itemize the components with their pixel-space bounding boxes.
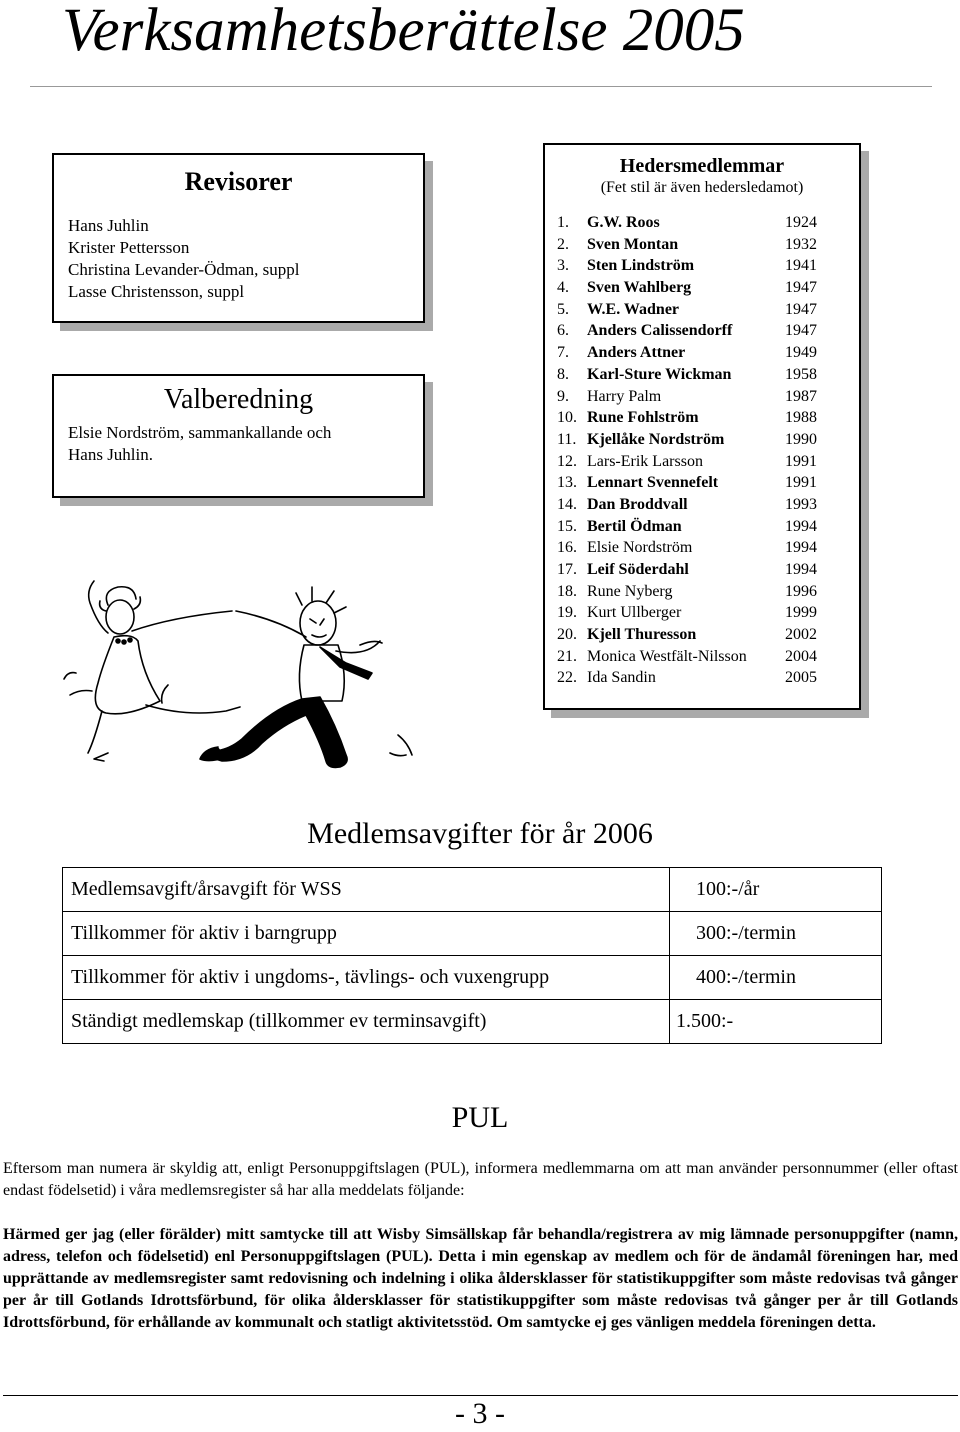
hedersmedlem-name: Karl-Sture Wickman — [587, 365, 732, 383]
fee-row — [63, 956, 882, 1000]
pul-title: PUL — [451, 1101, 509, 1134]
hedersmedlemmar-list — [545, 212, 859, 689]
hedersmedlem-number: 9. — [557, 387, 569, 405]
hedersmedlem-number: 12. — [557, 452, 577, 470]
hedersmedlem-name: Sven Wahlberg — [587, 279, 692, 297]
fee-amount: 300:-/termin — [670, 912, 882, 956]
hedersmedlem-name: Kjellåke Nordström — [587, 430, 725, 448]
hedersmedlem-year: 1949 — [785, 344, 817, 362]
hedersmedlem-year: 1947 — [785, 300, 817, 318]
hedersmedlem-number: 8. — [557, 365, 569, 383]
valberedning-line: Elsie Nordström, sammankallande och — [68, 423, 332, 442]
fee-amount: 400:-/termin — [670, 956, 882, 1000]
hedersmedlem-row — [545, 516, 859, 538]
hedersmedlem-year: 1996 — [785, 582, 817, 600]
hedersmedlem-row — [545, 255, 859, 277]
fees-title: Medlemsavgifter för år 2006 — [307, 817, 653, 850]
fee-row — [63, 1000, 882, 1044]
hedersmedlem-year: 1994 — [785, 561, 817, 578]
hedersmedlem-year: 1932 — [785, 235, 817, 253]
hedersmedlem-row — [545, 667, 859, 689]
hedersmedlem-name: Ida Sandin — [587, 669, 656, 687]
hedersmedlem-name: Dan Broddvall — [587, 495, 688, 513]
hedersmedlem-number: 7. — [557, 344, 569, 362]
hedersmedlem-number: 4. — [557, 279, 569, 297]
hedersmedlem-row — [545, 537, 859, 559]
hedersmedlem-row — [545, 451, 859, 473]
fees-table — [62, 867, 882, 1044]
revisorer-list — [68, 215, 423, 303]
hedersmedlem-row — [545, 320, 859, 342]
valberedning-heading: Valberedning — [163, 384, 314, 415]
hedersmedlem-name: Bertil Ödman — [587, 517, 682, 535]
hedersmedlem-year: 2005 — [785, 669, 817, 687]
hedersmedlem-year: 1999 — [785, 604, 817, 622]
hedersmedlem-number: 6. — [557, 322, 569, 340]
valberedning-line: Hans Juhlin. — [68, 445, 153, 464]
hedersmedlem-name: Harry Palm — [587, 387, 662, 405]
hedersmedlem-row — [545, 364, 859, 386]
hedersmedlem-number: 5. — [557, 300, 569, 318]
hedersmedlem-row — [545, 581, 859, 603]
hedersmedlem-number: 3. — [557, 257, 569, 275]
fee-amount: 100:-/år — [670, 868, 882, 912]
hedersmedlem-year: 1958 — [785, 365, 817, 383]
hedersmedlem-year: 1947 — [785, 279, 817, 297]
hedersmedlem-year: 1994 — [785, 517, 817, 535]
fee-label: Tillkommer för aktiv i barngrupp — [63, 912, 670, 956]
hedersmedlem-number: 19. — [557, 604, 577, 622]
hedersmedlem-name: Leif Söderdahl — [587, 561, 689, 578]
hedersmedlem-name: G.W. Roos — [587, 214, 660, 231]
hedersmedlem-year: 2002 — [785, 626, 817, 644]
fee-label: Ständigt medlemskap (tillkommer ev terminsavgift) — [63, 1000, 670, 1044]
revisor-member: Christina Levander-Ödman, suppl — [68, 260, 300, 279]
pul-intro-paragraph: Eftersom man numera är skyldig att, enligt Personuppgiftslagen (PUL), informera medlemmarna om att man använder personnummer (eller oftast endast födelsetid) i våra medlemsregister så har alla meddelats följande: — [3, 1160, 958, 1199]
revisorer-heading: Revisorer — [184, 167, 293, 196]
fee-row — [63, 912, 882, 956]
hedersmedlem-row — [545, 494, 859, 516]
valberedning-box — [52, 374, 425, 498]
hedersmedlem-row — [545, 407, 859, 429]
hedersmedlem-row — [545, 472, 859, 494]
hedersmedlem-year: 1987 — [785, 387, 817, 405]
hedersmedlem-year: 2004 — [785, 647, 817, 665]
fee-amount: 1.500:- — [670, 1000, 882, 1044]
hedersmedlem-row — [545, 212, 859, 234]
fee-label: Medlemsavgift/årsavgift för WSS — [63, 868, 670, 912]
hedersmedlem-number: 13. — [557, 474, 577, 492]
revisor-member: Krister Pettersson — [68, 238, 190, 257]
hedersmedlem-row — [545, 559, 859, 581]
page-title: Verksamhetsberättelse 2005 — [62, 0, 745, 64]
hedersmedlem-row — [545, 429, 859, 451]
hedersmedlem-number: 1. — [557, 214, 569, 231]
hedersmedlem-year: 1924 — [785, 214, 817, 231]
hedersmedlem-number: 21. — [557, 647, 577, 665]
hedersmedlem-name: Anders Calissendorff — [587, 322, 733, 340]
hedersmedlem-row — [545, 299, 859, 321]
fee-row — [63, 868, 882, 912]
hedersmedlem-number: 20. — [557, 626, 577, 644]
hedersmedlem-number: 11. — [557, 430, 577, 448]
revisorer-box — [52, 153, 425, 323]
hedersmedlem-name: Kjell Thuresson — [587, 626, 697, 644]
hedersmedlem-name: Sven Montan — [587, 235, 679, 253]
hedersmedlem-year: 1991 — [785, 452, 817, 470]
title-divider — [30, 86, 932, 87]
hedersmedlemmar-subtitle: (Fet stil är även hedersledamot) — [600, 179, 804, 196]
hedersmedlem-name: Lars-Erik Larsson — [587, 452, 703, 470]
hedersmedlem-row — [545, 386, 859, 408]
hedersmedlem-row — [545, 277, 859, 299]
revisor-member: Lasse Christensson, suppl — [68, 282, 245, 301]
hedersmedlem-row — [545, 234, 859, 256]
hedersmedlem-number: 22. — [557, 669, 577, 687]
hedersmedlem-name: Rune Fohlström — [587, 409, 699, 427]
pul-consent-paragraph: Härmed ger jag (eller förälder) mitt samtycke till att Wisby Simsällskap får behandla/registrera av mig lämnade personuppgifter (namn, adress, telefon och födelsetid) enl Personuppgiftslagen (PUL). Detta i min egenskap av medlem och för de ändamål föreningen har, med upprättande av medlemsregister samt redovisning och indelning i olika åldersklasser för statistikuppgifter som måste redovisas två gånger per år till Gotlands Idrottsförbund, för olika åldersklasser för statistikuppgifter som måste redovisas två gånger per år till Gotlands Idrottsförbund, för erhållande av kommunalt och statligt aktivitetsstöd. Om samtycke ej ges vänligen meddela föreningen detta. — [3, 1226, 958, 1331]
hedersmedlem-number: 14. — [557, 495, 577, 513]
valberedning-list — [68, 422, 423, 466]
hedersmedlem-year: 1941 — [785, 257, 817, 275]
hedersmedlem-number: 10. — [557, 409, 577, 427]
fee-label: Tillkommer för aktiv i ungdoms-, tävlings- och vuxengrupp — [63, 956, 670, 1000]
hedersmedlem-year: 1990 — [785, 430, 817, 448]
hedersmedlem-row — [545, 624, 859, 646]
revisor-member: Hans Juhlin — [68, 216, 149, 235]
hedersmedlem-name: Elsie Nordström — [587, 539, 693, 557]
hedersmedlem-name: Kurt Ullberger — [587, 604, 682, 622]
hedersmedlem-name: Anders Attner — [587, 344, 686, 362]
hedersmedlem-name: Lennart Svennefelt — [587, 474, 719, 492]
page-number: - 3 - — [455, 1397, 505, 1430]
hedersmedlem-year: 1991 — [785, 474, 817, 492]
hedersmedlem-name: Rune Nyberg — [587, 582, 673, 600]
hedersmedlem-number: 18. — [557, 582, 577, 600]
hedersmedlem-year: 1993 — [785, 495, 817, 513]
hedersmedlem-number: 2. — [557, 235, 569, 253]
hedersmedlem-number: 17. — [557, 561, 577, 578]
hedersmedlem-year: 1994 — [785, 539, 817, 557]
hedersmedlem-year: 1947 — [785, 322, 817, 340]
hedersmedlem-number: 15. — [557, 517, 577, 535]
hedersmedlem-name: Sten Lindström — [587, 257, 695, 275]
hedersmedlemmar-title: Hedersmedlemmar — [619, 155, 785, 177]
hedersmedlem-name: Monica Westfält-Nilsson — [587, 647, 747, 665]
hedersmedlem-number: 16. — [557, 539, 577, 557]
hedersmedlem-row — [545, 602, 859, 624]
hedersmedlem-row — [545, 342, 859, 364]
hedersmedlemmar-box — [543, 143, 861, 710]
dancing-couple-illustration — [50, 575, 430, 770]
hedersmedlem-name: W.E. Wadner — [587, 300, 680, 318]
hedersmedlem-year: 1988 — [785, 409, 817, 427]
hedersmedlem-row — [545, 646, 859, 668]
